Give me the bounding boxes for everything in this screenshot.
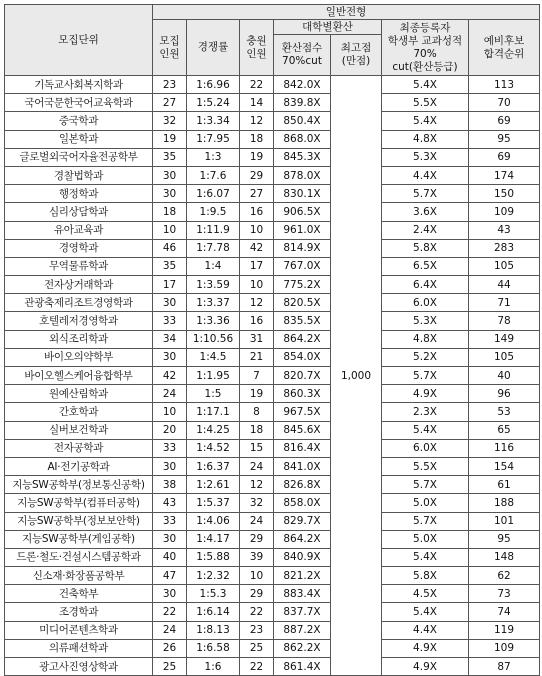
- cell-waitlist-rank: 283: [469, 239, 540, 257]
- cell-final-grade: 5.4X: [382, 76, 469, 94]
- cell-final-grade: 4.5X: [382, 585, 469, 603]
- cell-waitlist-rank: 61: [469, 476, 540, 494]
- cell-waitlist-rank: 96: [469, 385, 540, 403]
- cell-max-score: 1,000: [331, 76, 382, 676]
- cell-additional-admits: 10: [240, 221, 274, 239]
- cell-additional-admits: 16: [240, 203, 274, 221]
- table-row: [5, 494, 540, 512]
- cell-converted-score: 845.3X: [274, 148, 331, 166]
- cell-department: 간호학과: [5, 403, 153, 421]
- cell-department: 경영학과: [5, 239, 153, 257]
- cell-converted-score: 862.2X: [274, 639, 331, 657]
- cell-final-grade: 3.6X: [382, 203, 469, 221]
- cell-additional-admits: 14: [240, 94, 274, 112]
- cell-additional-admits: 7: [240, 367, 274, 385]
- cell-converted-score: 840.9X: [274, 548, 331, 566]
- cell-competition-rate: 1:6.96: [187, 76, 240, 94]
- cell-quota: 24: [153, 385, 187, 403]
- cell-additional-admits: 32: [240, 494, 274, 512]
- cell-additional-admits: 10: [240, 567, 274, 585]
- cell-quota: 24: [153, 621, 187, 639]
- cell-quota: 35: [153, 148, 187, 166]
- cell-converted-score: 860.3X: [274, 385, 331, 403]
- table-row: [5, 148, 540, 166]
- cell-quota: 42: [153, 367, 187, 385]
- cell-department: 지능SW공학부(정보통신공학): [5, 476, 153, 494]
- table-row: [5, 385, 540, 403]
- cell-waitlist-rank: 150: [469, 185, 540, 203]
- cell-waitlist-rank: 188: [469, 494, 540, 512]
- table-row: [5, 476, 540, 494]
- cell-quota: 35: [153, 257, 187, 275]
- cell-waitlist-rank: 154: [469, 457, 540, 475]
- cell-competition-rate: 1:5.3: [187, 585, 240, 603]
- cell-additional-admits: 22: [240, 658, 274, 676]
- cell-department: 유아교육과: [5, 221, 153, 239]
- cell-converted-score: 835.5X: [274, 312, 331, 330]
- cell-quota: 30: [153, 294, 187, 312]
- cell-final-grade: 5.4X: [382, 548, 469, 566]
- cell-additional-admits: 19: [240, 385, 274, 403]
- cell-final-grade: 4.9X: [382, 658, 469, 676]
- table-row: [5, 512, 540, 530]
- cell-converted-score: 961.0X: [274, 221, 331, 239]
- cell-converted-score: 767.0X: [274, 257, 331, 275]
- header-dept: 모집단위: [5, 5, 153, 76]
- admission-results-table: [4, 4, 540, 676]
- table-row: [5, 403, 540, 421]
- cell-competition-rate: 1:17.1: [187, 403, 240, 421]
- cell-waitlist-rank: 43: [469, 221, 540, 239]
- cell-competition-rate: 1:7.78: [187, 239, 240, 257]
- cell-additional-admits: 12: [240, 476, 274, 494]
- cell-converted-score: 906.5X: [274, 203, 331, 221]
- cell-competition-rate: 1:4: [187, 257, 240, 275]
- cell-department: 바이오의약학부: [5, 348, 153, 366]
- cell-final-grade: 4.9X: [382, 385, 469, 403]
- cell-final-grade: 4.8X: [382, 130, 469, 148]
- table-row: [5, 621, 540, 639]
- cell-waitlist-rank: 74: [469, 603, 540, 621]
- cell-additional-admits: 24: [240, 457, 274, 475]
- cell-final-grade: 5.2X: [382, 348, 469, 366]
- cell-quota: 40: [153, 548, 187, 566]
- cell-waitlist-rank: 109: [469, 203, 540, 221]
- cell-converted-score: 839.8X: [274, 94, 331, 112]
- header-competition-rate: 경쟁률: [187, 20, 240, 76]
- cell-converted-score: 841.0X: [274, 457, 331, 475]
- cell-competition-rate: 1:1.95: [187, 367, 240, 385]
- cell-additional-admits: 12: [240, 112, 274, 130]
- cell-department: 기독교사회복지학과: [5, 76, 153, 94]
- cell-competition-rate: 1:7.95: [187, 130, 240, 148]
- cell-final-grade: 5.5X: [382, 457, 469, 475]
- cell-quota: 22: [153, 603, 187, 621]
- cell-additional-admits: 18: [240, 421, 274, 439]
- cell-final-grade: 4.9X: [382, 639, 469, 657]
- cell-waitlist-rank: 149: [469, 330, 540, 348]
- cell-quota: 38: [153, 476, 187, 494]
- table-row: [5, 130, 540, 148]
- cell-waitlist-rank: 44: [469, 276, 540, 294]
- cell-converted-score: 850.4X: [274, 112, 331, 130]
- cell-department: 지능SW공학부(정보보안학): [5, 512, 153, 530]
- cell-converted-score: 814.9X: [274, 239, 331, 257]
- cell-converted-score: 826.8X: [274, 476, 331, 494]
- cell-competition-rate: 1:5.37: [187, 494, 240, 512]
- cell-final-grade: 6.0X: [382, 294, 469, 312]
- cell-additional-admits: 42: [240, 239, 274, 257]
- cell-converted-score: 775.2X: [274, 276, 331, 294]
- cell-converted-score: 887.2X: [274, 621, 331, 639]
- table-row: [5, 257, 540, 275]
- cell-competition-rate: 1:6: [187, 658, 240, 676]
- cell-competition-rate: 1:11.9: [187, 221, 240, 239]
- cell-final-grade: 5.5X: [382, 94, 469, 112]
- header-general-admission: 일반전형: [153, 5, 540, 20]
- cell-waitlist-rank: 148: [469, 548, 540, 566]
- cell-quota: 30: [153, 166, 187, 184]
- cell-competition-rate: 1:5.88: [187, 548, 240, 566]
- cell-final-grade: 5.0X: [382, 494, 469, 512]
- cell-waitlist-rank: 78: [469, 312, 540, 330]
- cell-final-grade: 5.3X: [382, 148, 469, 166]
- cell-waitlist-rank: 95: [469, 130, 540, 148]
- cell-competition-rate: 1:3.36: [187, 312, 240, 330]
- cell-department: 국어국문한국어교육학과: [5, 94, 153, 112]
- table-row: [5, 276, 540, 294]
- cell-competition-rate: 1:3.37: [187, 294, 240, 312]
- cell-department: AI·전기공학과: [5, 457, 153, 475]
- table-row: [5, 185, 540, 203]
- cell-converted-score: 820.5X: [274, 294, 331, 312]
- cell-waitlist-rank: 109: [469, 639, 540, 657]
- cell-competition-rate: 1:2.61: [187, 476, 240, 494]
- cell-additional-admits: 24: [240, 512, 274, 530]
- cell-department: 바이오헬스케어융합학부: [5, 367, 153, 385]
- cell-final-grade: 5.4X: [382, 421, 469, 439]
- table-row: [5, 567, 540, 585]
- cell-waitlist-rank: 70: [469, 94, 540, 112]
- cell-department: 지능SW공학부(게임공학): [5, 530, 153, 548]
- cell-additional-admits: 22: [240, 603, 274, 621]
- cell-department: 드론·철도·건설시스템공학과: [5, 548, 153, 566]
- cell-final-grade: 5.4X: [382, 112, 469, 130]
- cell-quota: 30: [153, 585, 187, 603]
- cell-quota: 26: [153, 639, 187, 657]
- table-row: [5, 203, 540, 221]
- cell-final-grade: 2.3X: [382, 403, 469, 421]
- cell-final-grade: 5.8X: [382, 239, 469, 257]
- cell-additional-admits: 25: [240, 639, 274, 657]
- cell-final-grade: 5.7X: [382, 367, 469, 385]
- cell-additional-admits: 17: [240, 257, 274, 275]
- cell-final-grade: 4.4X: [382, 166, 469, 184]
- cell-final-grade: 5.8X: [382, 567, 469, 585]
- cell-converted-score: 842.0X: [274, 76, 331, 94]
- cell-department: 실버보건학과: [5, 421, 153, 439]
- cell-additional-admits: 29: [240, 530, 274, 548]
- cell-department: 행정학과: [5, 185, 153, 203]
- cell-waitlist-rank: 69: [469, 148, 540, 166]
- cell-quota: 43: [153, 494, 187, 512]
- cell-final-grade: 5.0X: [382, 530, 469, 548]
- cell-final-grade: 5.7X: [382, 512, 469, 530]
- table-row: [5, 439, 540, 457]
- cell-department: 일본학과: [5, 130, 153, 148]
- cell-department: 경찰법학과: [5, 166, 153, 184]
- cell-quota: 18: [153, 203, 187, 221]
- table-row: [5, 239, 540, 257]
- cell-additional-admits: 18: [240, 130, 274, 148]
- table-row: [5, 367, 540, 385]
- cell-department: 원예산림학과: [5, 385, 153, 403]
- cell-converted-score: 820.7X: [274, 367, 331, 385]
- cell-final-grade: 5.3X: [382, 312, 469, 330]
- table-row: [5, 94, 540, 112]
- table-row: [5, 348, 540, 366]
- cell-final-grade: 6.5X: [382, 257, 469, 275]
- cell-quota: 30: [153, 530, 187, 548]
- cell-quota: 23: [153, 76, 187, 94]
- cell-competition-rate: 1:4.25: [187, 421, 240, 439]
- cell-quota: 10: [153, 221, 187, 239]
- table-row: [5, 658, 540, 676]
- cell-additional-admits: 8: [240, 403, 274, 421]
- table-row: [5, 166, 540, 184]
- cell-additional-admits: 27: [240, 185, 274, 203]
- cell-additional-admits: 29: [240, 585, 274, 603]
- cell-competition-rate: 1:8.13: [187, 621, 240, 639]
- cell-additional-admits: 12: [240, 294, 274, 312]
- header-university-conversion: 대학별환산: [274, 20, 382, 35]
- header-quota: 모집 인원: [153, 20, 187, 76]
- cell-competition-rate: 1:3.59: [187, 276, 240, 294]
- cell-final-grade: 5.7X: [382, 185, 469, 203]
- cell-additional-admits: 15: [240, 439, 274, 457]
- cell-quota: 20: [153, 421, 187, 439]
- cell-converted-score: 883.4X: [274, 585, 331, 603]
- cell-converted-score: 858.0X: [274, 494, 331, 512]
- cell-waitlist-rank: 87: [469, 658, 540, 676]
- cell-quota: 33: [153, 512, 187, 530]
- table-row: [5, 76, 540, 94]
- cell-department: 의류패션학과: [5, 639, 153, 657]
- cell-competition-rate: 1:10.56: [187, 330, 240, 348]
- cell-final-grade: 4.8X: [382, 330, 469, 348]
- cell-additional-admits: 21: [240, 348, 274, 366]
- cell-competition-rate: 1:5.24: [187, 94, 240, 112]
- cell-converted-score: 830.1X: [274, 185, 331, 203]
- header-waitlist-rank: 예비후보 합격순위: [469, 20, 540, 76]
- cell-department: 관광축제리조트경영학과: [5, 294, 153, 312]
- cell-final-grade: 6.0X: [382, 439, 469, 457]
- table-row: [5, 112, 540, 130]
- cell-converted-score: 816.4X: [274, 439, 331, 457]
- table-row: [5, 639, 540, 657]
- cell-final-grade: 5.4X: [382, 603, 469, 621]
- cell-quota: 30: [153, 348, 187, 366]
- cell-waitlist-rank: 53: [469, 403, 540, 421]
- cell-quota: 30: [153, 457, 187, 475]
- cell-additional-admits: 16: [240, 312, 274, 330]
- cell-converted-score: 821.2X: [274, 567, 331, 585]
- cell-additional-admits: 23: [240, 621, 274, 639]
- cell-converted-score: 967.5X: [274, 403, 331, 421]
- cell-final-grade: 6.4X: [382, 276, 469, 294]
- header-final-grade: 최종등록자 학생부 교과성적 70% cut(환산등급): [382, 20, 469, 76]
- cell-department: 신소재·화장품공학부: [5, 567, 153, 585]
- cell-waitlist-rank: 105: [469, 348, 540, 366]
- cell-department: 미디어콘텐츠학과: [5, 621, 153, 639]
- cell-competition-rate: 1:4.52: [187, 439, 240, 457]
- table-row: [5, 548, 540, 566]
- cell-quota: 25: [153, 658, 187, 676]
- cell-quota: 46: [153, 239, 187, 257]
- cell-department: 외식조리학과: [5, 330, 153, 348]
- header-converted-score: 환산점수 70%cut: [274, 35, 331, 76]
- cell-competition-rate: 1:4.5: [187, 348, 240, 366]
- table-row: [5, 294, 540, 312]
- cell-competition-rate: 1:3: [187, 148, 240, 166]
- cell-waitlist-rank: 101: [469, 512, 540, 530]
- cell-competition-rate: 1:4.06: [187, 512, 240, 530]
- cell-competition-rate: 1:6.14: [187, 603, 240, 621]
- table-row: [5, 585, 540, 603]
- cell-waitlist-rank: 73: [469, 585, 540, 603]
- cell-quota: 27: [153, 94, 187, 112]
- cell-competition-rate: 1:5: [187, 385, 240, 403]
- cell-competition-rate: 1:4.17: [187, 530, 240, 548]
- table-row: [5, 330, 540, 348]
- cell-converted-score: 868.0X: [274, 130, 331, 148]
- cell-waitlist-rank: 40: [469, 367, 540, 385]
- cell-additional-admits: 31: [240, 330, 274, 348]
- cell-department: 전자상거래학과: [5, 276, 153, 294]
- cell-additional-admits: 22: [240, 76, 274, 94]
- cell-department: 전자공학과: [5, 439, 153, 457]
- cell-additional-admits: 39: [240, 548, 274, 566]
- cell-department: 무역물류학과: [5, 257, 153, 275]
- cell-waitlist-rank: 119: [469, 621, 540, 639]
- cell-department: 호텔레저경영학과: [5, 312, 153, 330]
- cell-additional-admits: 10: [240, 276, 274, 294]
- cell-quota: 33: [153, 312, 187, 330]
- cell-quota: 19: [153, 130, 187, 148]
- cell-converted-score: 864.2X: [274, 330, 331, 348]
- cell-department: 심리상담학과: [5, 203, 153, 221]
- cell-waitlist-rank: 116: [469, 439, 540, 457]
- cell-waitlist-rank: 113: [469, 76, 540, 94]
- cell-competition-rate: 1:6.37: [187, 457, 240, 475]
- cell-department: 광고사진영상학과: [5, 658, 153, 676]
- cell-additional-admits: 19: [240, 148, 274, 166]
- cell-waitlist-rank: 105: [469, 257, 540, 275]
- header-additional-admits: 충원 인원: [240, 20, 274, 76]
- cell-department: 지능SW공학부(컴퓨터공학): [5, 494, 153, 512]
- cell-competition-rate: 1:7.6: [187, 166, 240, 184]
- cell-waitlist-rank: 71: [469, 294, 540, 312]
- cell-converted-score: 861.4X: [274, 658, 331, 676]
- cell-competition-rate: 1:6.07: [187, 185, 240, 203]
- table-row: [5, 530, 540, 548]
- cell-waitlist-rank: 174: [469, 166, 540, 184]
- cell-waitlist-rank: 69: [469, 112, 540, 130]
- cell-competition-rate: 1:3.34: [187, 112, 240, 130]
- cell-quota: 33: [153, 439, 187, 457]
- cell-converted-score: 829.7X: [274, 512, 331, 530]
- cell-competition-rate: 1:2.32: [187, 567, 240, 585]
- cell-department: 중국학과: [5, 112, 153, 130]
- cell-quota: 32: [153, 112, 187, 130]
- cell-department: 조경학과: [5, 603, 153, 621]
- cell-additional-admits: 29: [240, 166, 274, 184]
- cell-quota: 34: [153, 330, 187, 348]
- cell-final-grade: 2.4X: [382, 221, 469, 239]
- cell-converted-score: 854.0X: [274, 348, 331, 366]
- cell-waitlist-rank: 62: [469, 567, 540, 585]
- header-max-score: 최고점 (만점): [331, 35, 382, 76]
- cell-competition-rate: 1:6.58: [187, 639, 240, 657]
- table-row: [5, 421, 540, 439]
- cell-quota: 47: [153, 567, 187, 585]
- cell-final-grade: 5.7X: [382, 476, 469, 494]
- cell-competition-rate: 1:9.5: [187, 203, 240, 221]
- cell-converted-score: 878.0X: [274, 166, 331, 184]
- cell-quota: 17: [153, 276, 187, 294]
- table-body: [5, 76, 540, 676]
- cell-quota: 30: [153, 185, 187, 203]
- cell-final-grade: 4.4X: [382, 621, 469, 639]
- cell-converted-score: 864.2X: [274, 530, 331, 548]
- table-row: [5, 457, 540, 475]
- cell-converted-score: 845.6X: [274, 421, 331, 439]
- cell-department: 글로벌외국어자율전공학부: [5, 148, 153, 166]
- cell-quota: 10: [153, 403, 187, 421]
- cell-converted-score: 837.7X: [274, 603, 331, 621]
- table-row: [5, 603, 540, 621]
- cell-department: 건축학부: [5, 585, 153, 603]
- cell-waitlist-rank: 95: [469, 530, 540, 548]
- cell-waitlist-rank: 65: [469, 421, 540, 439]
- table-row: [5, 312, 540, 330]
- table-row: [5, 221, 540, 239]
